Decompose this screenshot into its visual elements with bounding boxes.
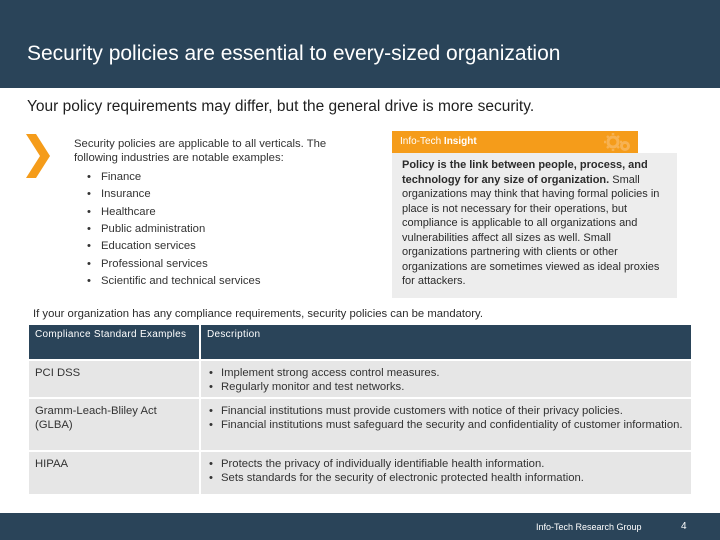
list-item: • Regularly monitor and test networks. — [207, 380, 685, 394]
description-cell — [201, 361, 691, 397]
list-item: • Financial institutions must provide customers with notice of their privacy policies. — [207, 404, 685, 418]
insight-label-prefix: Info-Tech — [400, 136, 444, 147]
insight-text — [402, 158, 670, 289]
list-item: • Education services — [74, 238, 364, 255]
description-cell — [201, 452, 691, 494]
standard-cell: HIPAA — [29, 452, 199, 494]
footer-brand: Info-Tech Research Group — [536, 522, 642, 532]
table-header-row — [29, 325, 691, 359]
compliance-note: If your organization has any compliance requirements, security policies can be mandatory. — [33, 308, 484, 320]
page-number: 4 — [681, 521, 687, 532]
industries-intro — [74, 138, 364, 290]
compliance-table — [29, 325, 691, 494]
column-header-standard: Compliance Standard Examples — [29, 325, 199, 359]
gears-icon — [602, 131, 632, 153]
table-row — [29, 452, 691, 494]
column-header-description: Description — [201, 325, 691, 359]
list-item: • Financial institutions must safeguard the security and confidentiality of customer information. — [207, 418, 685, 432]
list-item: • Professional services — [74, 256, 364, 273]
insight-body-text: Small organizations may think that having formal policies in place is not necessary for their operations, but compliance is applicable to all organizations and vulnerabilities affect all sizes as well. Small organizations partnering with clients or other organizations are sometimes viewed as ideal proxies for attackers. — [402, 173, 660, 287]
footer-bar — [0, 513, 720, 540]
insight-bold-text: Policy is the link between people, process, and technology for any size of organization. — [402, 159, 648, 186]
standard-cell: Gramm-Leach-Bliley Act (GLBA) — [29, 399, 199, 450]
chevron-icon — [26, 134, 50, 178]
list-item: • Insurance — [74, 186, 364, 203]
page-title: Security policies are essential to every-sized organization — [27, 42, 561, 65]
insight-box — [392, 153, 677, 298]
list-item: • Sets standards for the security of electronic protected health information. — [207, 471, 685, 485]
header-bar — [0, 0, 720, 88]
list-item: • Implement strong access control measures. — [207, 366, 685, 380]
description-cell — [201, 399, 691, 450]
list-item: • Public administration — [74, 221, 364, 238]
industries-list — [74, 169, 364, 290]
page-subtitle: Your policy requirements may differ, but the general drive is more security. — [27, 98, 535, 115]
table-row — [29, 399, 691, 450]
standard-cell: PCI DSS — [29, 361, 199, 397]
insight-header — [392, 131, 638, 153]
insight-label-bold: Insight — [443, 136, 477, 147]
list-item: • Healthcare — [74, 204, 364, 221]
list-item: • Scientific and technical services — [74, 273, 364, 290]
intro-text: Security policies are applicable to all verticals. The following industries are notable examples: — [74, 138, 327, 164]
list-item: • Protects the privacy of individually identifiable health information. — [207, 457, 685, 471]
table-row — [29, 361, 691, 397]
insight-label — [400, 136, 477, 147]
list-item: • Finance — [74, 169, 364, 186]
